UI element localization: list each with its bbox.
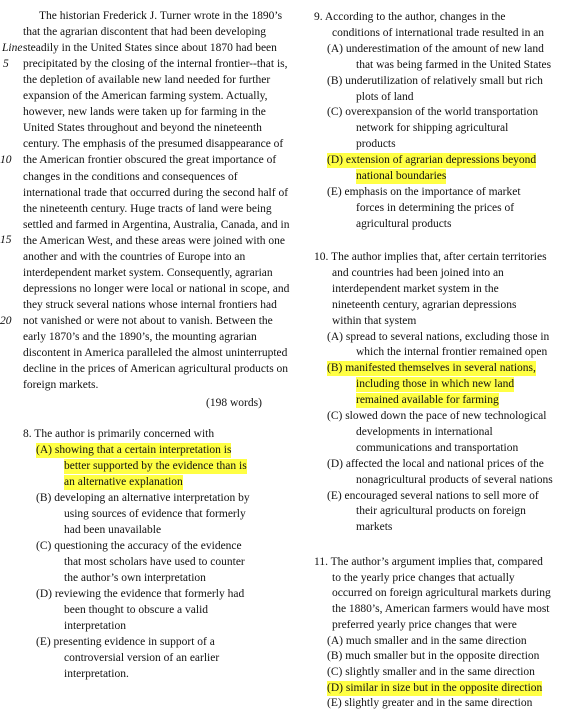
answer-option-a: (A) showing that a certain interpretation is	[36, 444, 232, 456]
passage-line: interdependent market system. Consequently, agrarian	[23, 266, 273, 279]
answer-option-a: an alternative explanation	[64, 476, 183, 488]
answer-option-e: their agricultural products on foreign	[356, 505, 526, 518]
passage-line: however, new lands were taken up for farming in the	[23, 106, 266, 119]
answer-option-c: (C) overexpansion of the world transportation	[327, 106, 539, 119]
passage-line: The historian Frederick J. Turner wrote in the 1890’s	[39, 10, 283, 22]
question-stem-line: occurred on foreign agricultural markets during	[332, 587, 551, 600]
line-label: Line	[2, 42, 23, 54]
answer-option-c: (C) slightly smaller and in the same direction	[327, 665, 535, 678]
answer-option-a: that was being farmed in the United States	[356, 58, 552, 71]
answer-option-e: (E) emphasis on the importance of market	[327, 185, 521, 198]
answer-option-d: (D) affected the local and national prices of the	[327, 457, 544, 470]
answer-option-c: products	[356, 138, 396, 151]
line-number-5: 5	[3, 58, 9, 70]
answer-option-e: markets	[356, 521, 393, 534]
answer-option-c: the author’s own interpretation	[64, 572, 206, 584]
answer-option-b: had been unavailable	[64, 524, 162, 536]
answer-option-c: that most scholars have used to counter	[64, 556, 245, 568]
question-stem-line: within that system	[332, 314, 417, 327]
passage-line: the nineteenth century. Huge tracts of land were being	[23, 202, 272, 215]
answer-option-e: interpretation.	[64, 668, 129, 680]
passage-line: not vanished or were not about to vanish. Between the	[23, 314, 273, 327]
passage-line: the depletion of available new land needed for further	[23, 74, 271, 87]
passage-line: international trade that occurred during the second half of	[23, 186, 289, 199]
answer-option-d: national boundaries	[356, 170, 447, 182]
question-stem-line: to the yearly price changes that actually	[332, 571, 515, 584]
answer-option-d: nonagricultural products of several nations	[356, 473, 553, 486]
answer-option-d: (D) extension of agrarian depressions beyond	[327, 154, 537, 167]
answer-option-e: controversial version of an earlier	[64, 652, 220, 664]
passage-line: United States throughout and beyond the nineteenth	[23, 122, 262, 135]
answer-option-a: (A) underestimation of the amount of new land	[327, 42, 544, 55]
line-number-20: 20	[0, 315, 12, 327]
passage-line: they struck several nations whose internal frontiers had	[23, 298, 277, 311]
passage-line: discontent in America paralleled the almost uninterrupted	[23, 347, 288, 360]
passage-line: early 1870’s and the 1890’s, the mounting agrarian	[23, 331, 257, 343]
answer-option-d: (D) similar in size but in the opposite direction	[327, 681, 543, 694]
passage-line: foreign markets.	[23, 379, 99, 392]
answer-option-b: using sources of evidence that formerly	[64, 508, 246, 520]
line-number-10: 10	[0, 154, 12, 166]
answer-option-b: (B) manifested themselves in several nations,	[327, 362, 536, 375]
question-stem-line: preferred yearly price changes that were	[332, 618, 517, 631]
question-stem-line: nineteenth century, agrarian depressions	[332, 298, 517, 311]
passage-line: that the agrarian discontent that had been developing	[23, 26, 267, 39]
answer-option-e: (E) presenting evidence in support of a	[36, 636, 215, 648]
question-stem-line: 10. The author implies that, after certain territories	[314, 251, 547, 263]
question-stem-line: and countries had been joined into an	[332, 266, 504, 279]
answer-option-b: (B) developing an alternative interpretation by	[36, 492, 250, 504]
answer-option-d: interpretation	[64, 620, 126, 632]
passage-line: steadily in the United States since about 1870 had been	[23, 42, 277, 55]
question-stem-line: 11. The author’s argument implies that, compared	[314, 556, 543, 568]
answer-option-c: (C) questioning the accuracy of the evidence	[36, 540, 242, 552]
answer-option-e: agricultural products	[356, 217, 452, 230]
answer-option-a: (A) spread to several nations, excluding those in	[327, 330, 550, 343]
answer-option-b: plots of land	[356, 90, 414, 103]
question-stem-line: the 1880’s, American farmers would have most	[332, 603, 550, 616]
passage-line: another and with the countries of Europe into an	[23, 250, 246, 263]
answer-option-b: (B) underutilization of relatively small but rich	[327, 74, 543, 87]
passage-line: century. The emphasis of the presumed disappearance of	[23, 138, 284, 151]
answer-option-c: (C) slowed down the pace of new technological	[327, 410, 547, 422]
passage-line: changes in the conditions and consequences of	[23, 170, 238, 183]
passage-line: depressions no longer were local or national in scope, and	[23, 282, 290, 295]
answer-option-e: (E) encouraged several nations to sell more of	[327, 489, 539, 502]
answer-option-b: (B) much smaller but in the opposite direction	[327, 650, 540, 663]
word-count: (198 words)	[206, 397, 262, 409]
answer-option-b: remained available for farming	[356, 394, 499, 407]
question-stem-line: conditions of international trade resulted in an	[332, 26, 545, 39]
answer-option-e: (E) slightly greater and in the same direction	[327, 697, 533, 710]
question-stem-line: interdependent market system in the	[332, 282, 499, 295]
answer-option-a: (A) much smaller and in the same direction	[327, 634, 527, 647]
question-stem-line: 9. According to the author, changes in the	[314, 11, 506, 23]
answer-option-c: network for shipping agricultural	[356, 122, 509, 135]
passage-line: settled and farmed in Argentina, Australia, Canada, and in	[23, 218, 290, 231]
answer-option-a: which the internal frontier remained open	[356, 346, 548, 359]
answer-option-d: been thought to obscure a valid	[64, 604, 209, 616]
passage-line: expansion of the American farming system. Actually,	[23, 90, 268, 103]
answer-option-e: forces in determining the prices of	[356, 201, 515, 214]
line-number-15: 15	[0, 234, 12, 246]
passage-line: precipitated by the closing of the internal frontier--that is,	[23, 58, 288, 71]
passage-line: the American West, and these areas were joined with one	[23, 234, 285, 247]
passage-line: the American frontier obscured the great importance of	[23, 154, 277, 167]
question-stem-line: 8. The author is primarily concerned with	[23, 428, 215, 440]
answer-option-b: including those in which new land	[356, 378, 515, 391]
answer-option-d: (D) reviewing the evidence that formerly had	[36, 588, 245, 600]
answer-option-a: better supported by the evidence than is	[64, 460, 247, 472]
passage-line: decline in the prices of American agricultural products on	[23, 363, 289, 376]
answer-option-c: communications and transportation	[356, 441, 519, 454]
answer-option-c: developments in international	[356, 425, 493, 438]
